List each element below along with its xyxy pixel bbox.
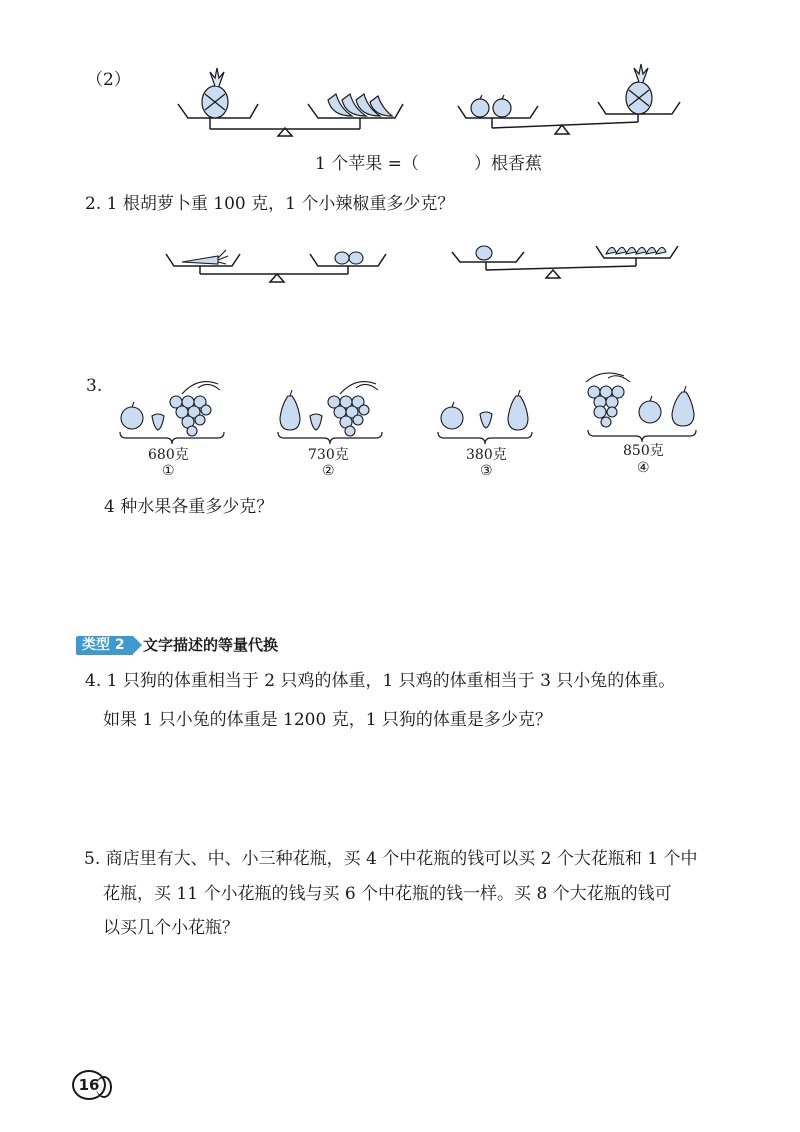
fruit-group-2-weight: 730克 [308, 447, 349, 463]
pepper-icon [476, 246, 492, 260]
fruit-group-3-number: ③ [480, 463, 493, 479]
balance-scale-pineapple-bananas [170, 62, 430, 142]
question-3-text: 4 种水果各重多少克？ [104, 497, 274, 517]
fruit-group-1-weight: 680克 [148, 447, 189, 463]
part2-label: （2） [86, 70, 131, 90]
carrot-icon [182, 250, 228, 264]
pepper-icon [335, 252, 363, 264]
balance-scale-pepper-beans [446, 232, 696, 292]
balance-scale-apples-pineapple [452, 62, 692, 142]
fruit-group-2-number: ② [322, 463, 335, 479]
strawberry-icon [310, 414, 322, 430]
question-5-line-3: 以买几个小花瓶？ [103, 918, 239, 938]
page-number: 16 [72, 1070, 106, 1100]
question-2: 2. 1 根胡萝卜重 100 克，1 个小辣椒重多少克？ [85, 194, 455, 214]
question-5-line-1: 5. 商店里有大、中、小三种花瓶，买 4 个中花瓶的钱可以买 2 个大花瓶和 1 个中 [84, 849, 698, 869]
question-4-line-2: 如果 1 只小兔的体重是 1200 克，1 只狗的体重是多少克？ [103, 710, 552, 730]
part2-equation-left: 1 个苹果 =（ [315, 154, 419, 174]
fruit-group-2 [270, 374, 390, 444]
fruit-group-4-number: ④ [637, 460, 650, 476]
pineapple-icon [626, 64, 652, 114]
apple-icon [639, 401, 661, 423]
bananas-icon [328, 94, 392, 116]
grapes-icon [586, 373, 630, 427]
question-4-line-1: 4. 1 只狗的体重相当于 2 只鸡的体重，1 只鸡的体重相当于 3 只小兔的体重。 [85, 671, 676, 691]
question-3-number: 3. [86, 376, 103, 396]
pear-icon [672, 392, 694, 426]
pear-icon [280, 396, 300, 430]
fruit-group-1 [112, 374, 232, 444]
question-5-line-2: 花瓶，买 11 个小花瓶的钱与买 6 个中花瓶的钱一样。买 8 个大花瓶的钱可 [103, 884, 672, 904]
fruit-group-4-weight: 850克 [623, 443, 664, 459]
fruit-group-3 [430, 374, 540, 444]
grapes-icon [170, 382, 220, 436]
apple-icon [121, 407, 143, 429]
pineapple-icon [202, 68, 228, 118]
pear-icon [508, 396, 528, 430]
section-type-badge: 类型 2 [76, 636, 133, 655]
part2-equation-right: ）根香蕉 [474, 154, 542, 174]
bean-row-icon [606, 247, 666, 254]
fruit-group-4 [578, 368, 708, 438]
strawberry-icon [480, 412, 492, 428]
section-title: 文字描述的等量代换 [143, 636, 279, 654]
fruit-group-1-number: ① [162, 463, 175, 479]
apple-icon [471, 95, 511, 117]
apple-icon [441, 407, 463, 429]
fruit-group-3-weight: 380克 [466, 447, 507, 463]
strawberry-icon [152, 414, 164, 430]
grapes-icon [328, 382, 378, 436]
balance-scale-carrot-peppers [160, 240, 400, 300]
